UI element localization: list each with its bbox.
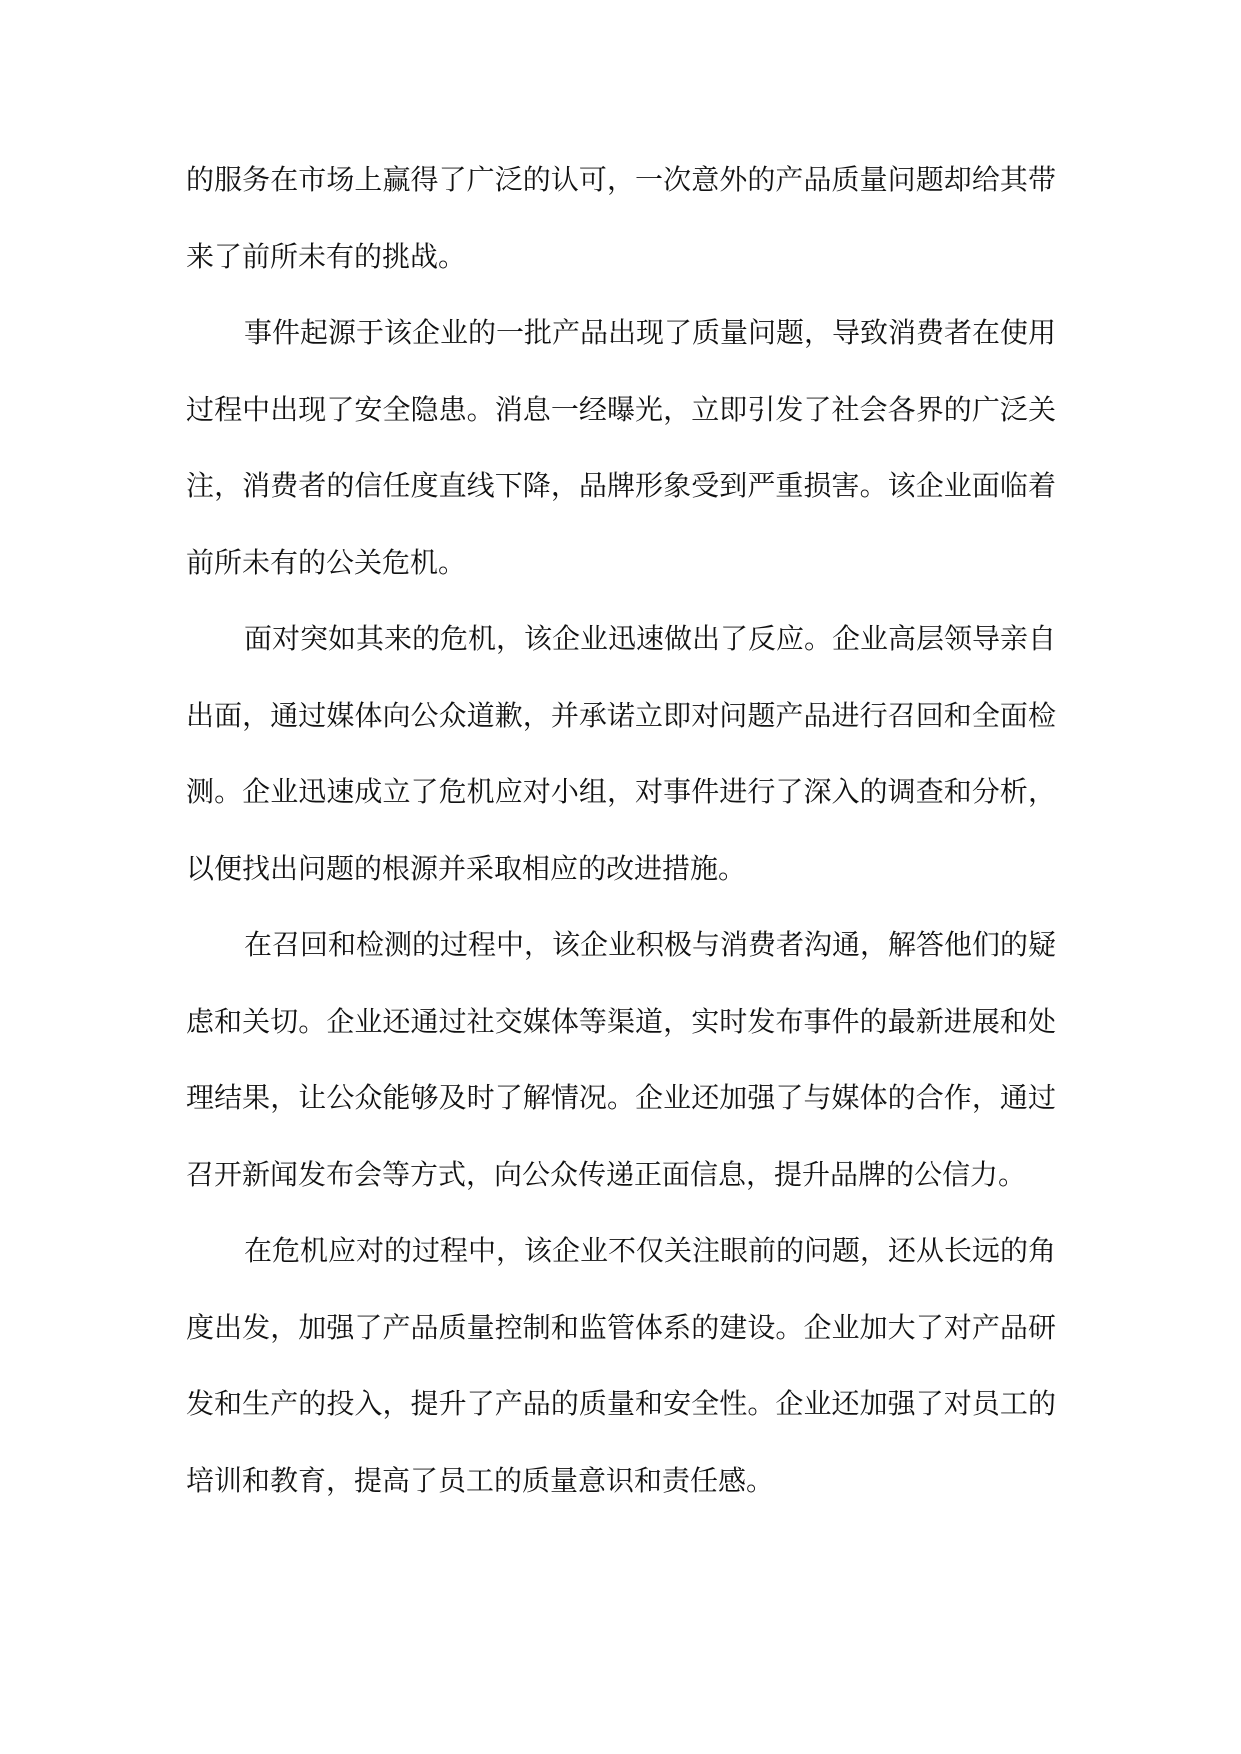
document-body (186, 142, 1056, 1519)
paragraph-5: 在危机应对的过程中，该企业不仅关注眼前的问题，还从长远的角度出发，加强了产品质量控制和监管体系的建设。企业加大了对产品研发和生产的投入，提升了产品的质量和安全性。企业还加强了对员工的培训和教育，提高了员工的质量意识和责任感。 (186, 1234, 1057, 1497)
paragraph-1: 的服务在市场上赢得了广泛的认可，一次意外的产品质量问题却给其带来了前所未有的挑战。 (186, 163, 1056, 273)
paragraph-3: 面对突如其来的危机，该企业迅速做出了反应。企业高层领导亲自出面，通过媒体向公众道歉，并承诺立即对问题产品进行召回和全面检测。企业迅速成立了危机应对小组，对事件进行了深入的调查和分析，以便找出问题的根源并采取相应的改进措施。 (186, 622, 1057, 885)
paragraph-2: 事件起源于该企业的一批产品出现了质量问题，导致消费者在使用过程中出现了安全隐患。消息一经曝光，立即引发了社会各界的广泛关注，消费者的信任度直线下降，品牌形象受到严重损害。该企业面临着前所未有的公关危机。 (186, 316, 1057, 579)
paragraph-4: 在召回和检测的过程中，该企业积极与消费者沟通，解答他们的疑虑和关切。企业还通过社交媒体等渠道，实时发布事件的最新进展和处理结果，让公众能够及时了解情况。企业还加强了与媒体的合作，通过召开新闻发布会等方式，向公众传递正面信息，提升品牌的公信力。 (186, 928, 1057, 1191)
